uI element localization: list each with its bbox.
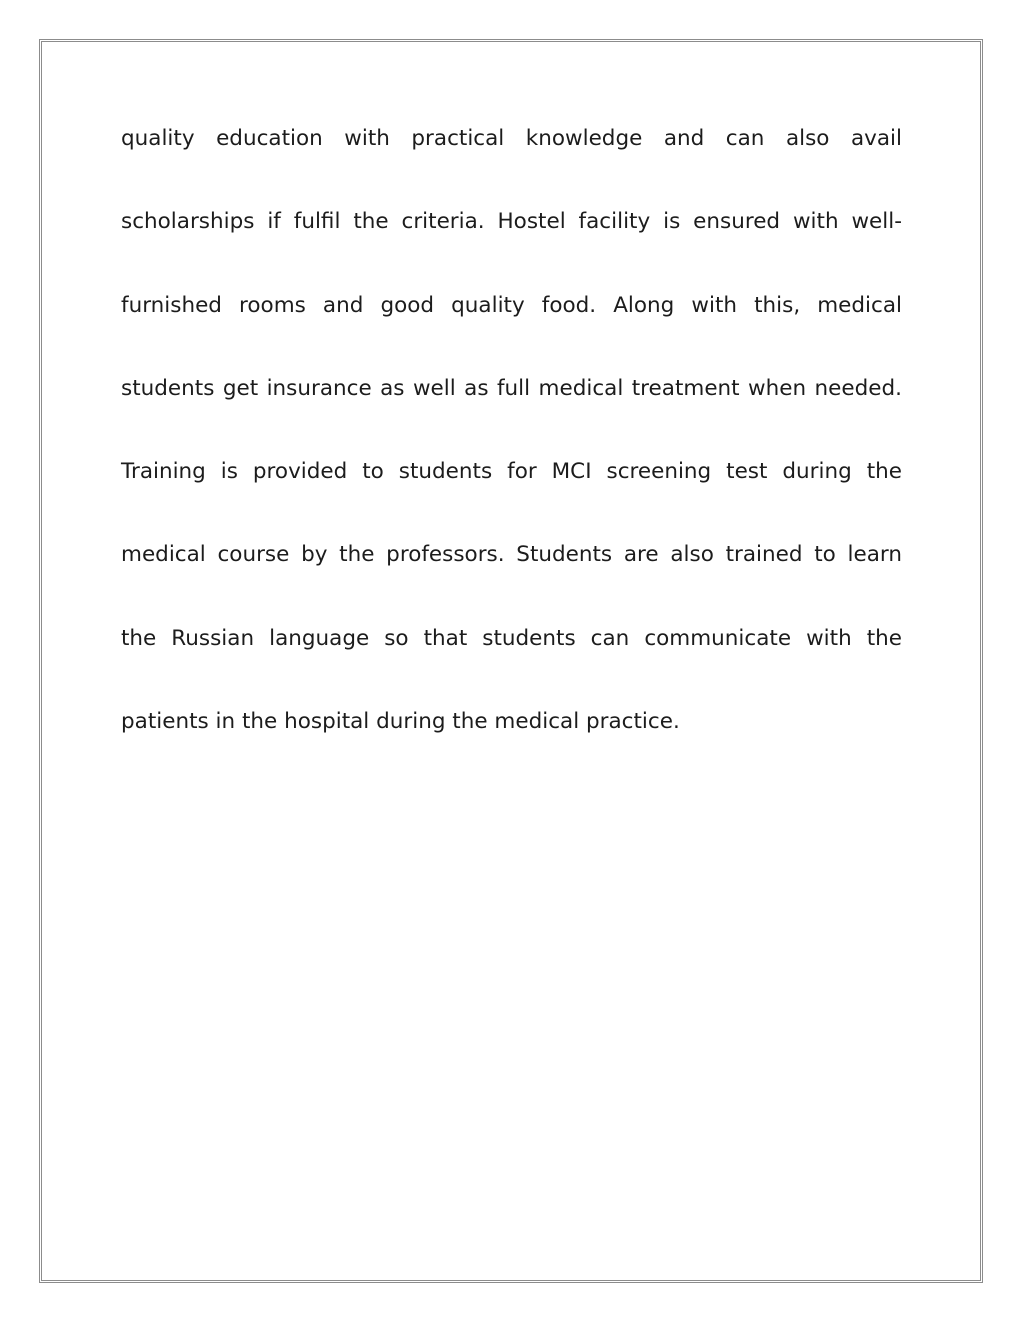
paragraph-line: students get insurance as well as full medical treatment when needed. [121, 375, 902, 401]
paragraph-line: quality education with practical knowledge and can also avail [121, 126, 902, 151]
paragraph-line: the Russian language so that students can communicate with the [121, 625, 902, 651]
paragraph-line: Training is provided to students for MCI screening test during the [121, 459, 902, 485]
body-paragraph [121, 97, 902, 763]
paragraph-line: patients in the hospital during the medical practice. [121, 709, 680, 735]
paragraph-line: scholarships if fulfil the criteria. Hostel facility is ensured with well- [121, 209, 902, 235]
paragraph-line: furnished rooms and good quality food. Along with this, medical [121, 292, 902, 318]
paragraph-line: medical course by the professors. Students are also trained to learn [121, 542, 902, 568]
